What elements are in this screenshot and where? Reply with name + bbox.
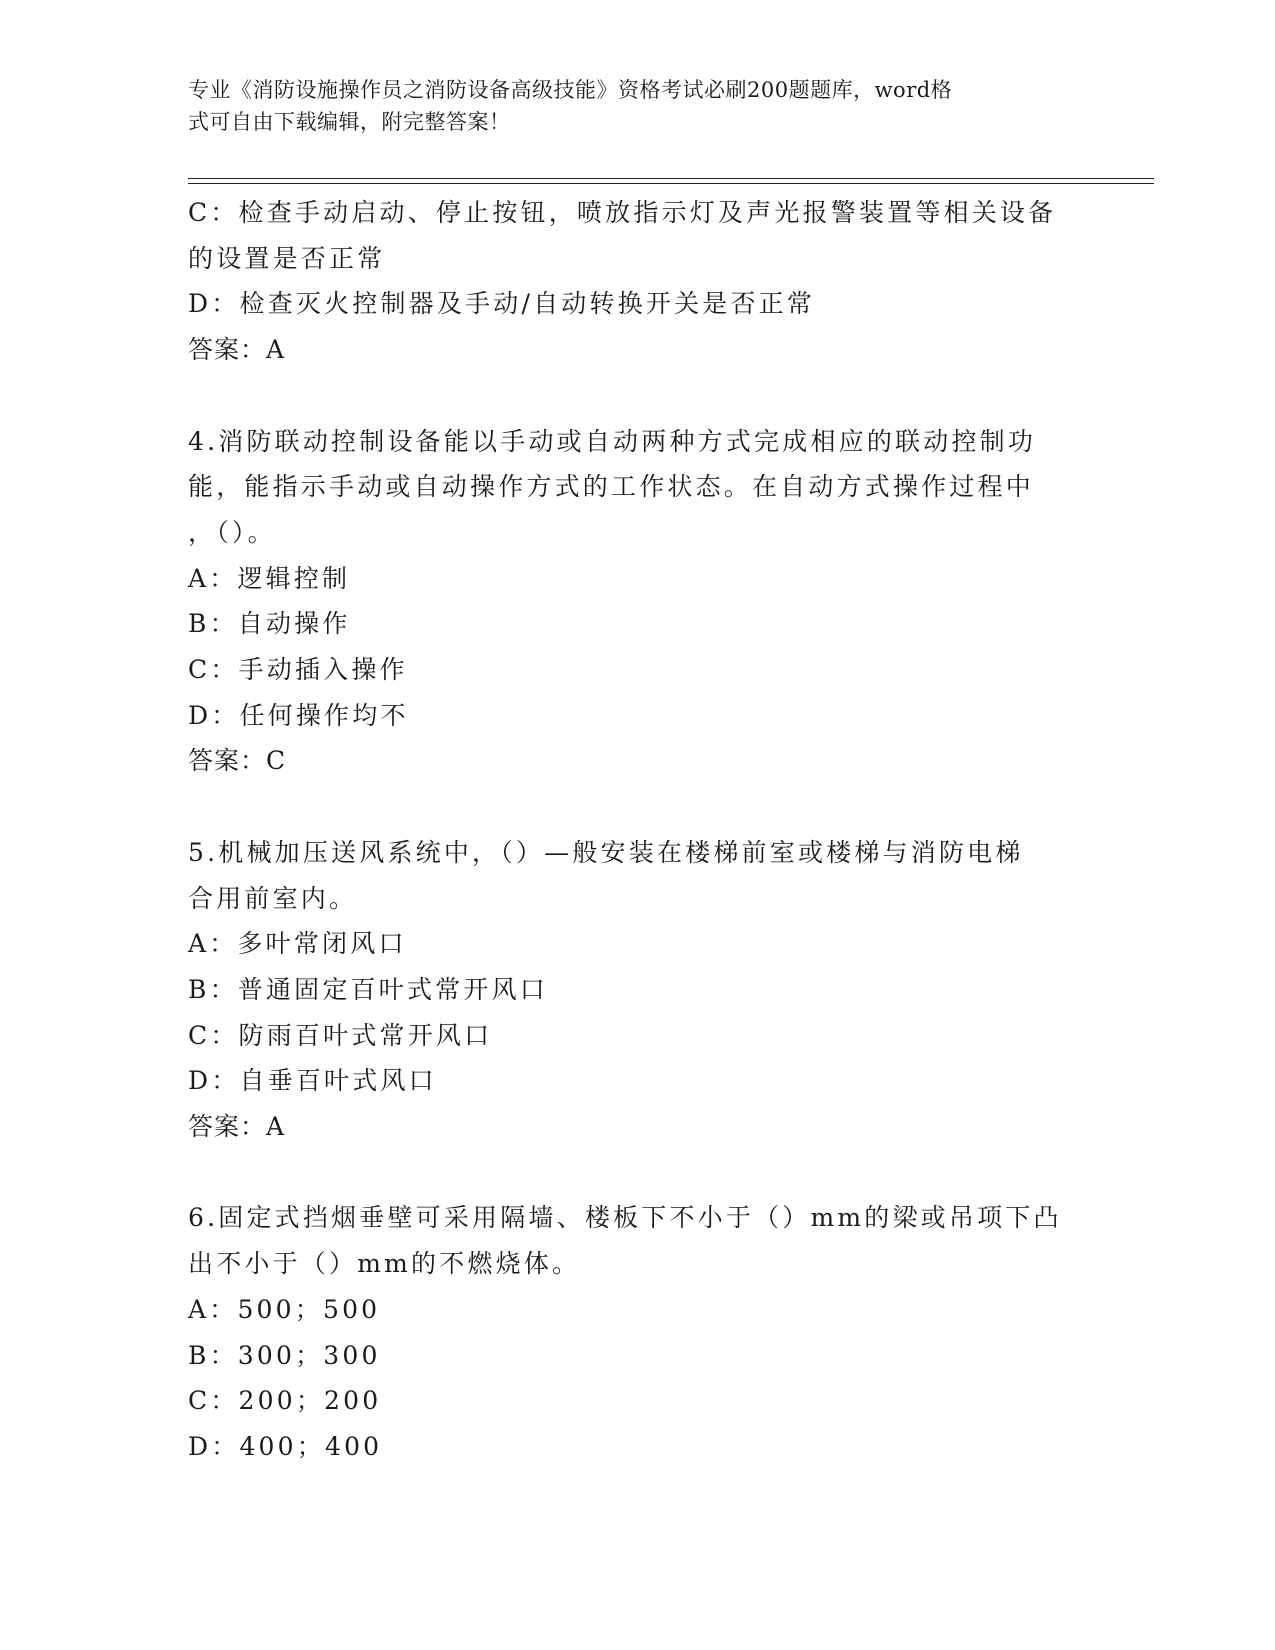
q5-option-a: A：多叶常闭风口: [188, 929, 407, 959]
q6-option-d: D：400；400: [188, 1431, 383, 1461]
q5-answer: 答案：A: [188, 1112, 286, 1142]
q4-option-c: C：手动插入操作: [188, 655, 408, 685]
q5-option-d: D：自垂百叶式风口: [188, 1066, 437, 1096]
spacer: [188, 784, 1088, 830]
document-header: [188, 74, 1068, 138]
q4-answer: 答案：C: [188, 746, 287, 776]
q3-option-c-line-2: 的设置是否正常: [188, 243, 386, 273]
q6-option-a: A：500；500: [188, 1294, 381, 1324]
q4-option-b: B：自动操作: [188, 609, 351, 639]
spacer: [188, 1150, 1088, 1196]
q3-answer: 答案：A: [188, 335, 286, 365]
q6-stem-line-1: 6.固定式挡烟垂壁可采用隔墙、楼板下不小于（）mm的梁或吊项下凸: [188, 1203, 1062, 1233]
q3-option-c-line-1: C：检查手动启动、停止按钮，喷放指示灯及声光报警装置等相关设备: [188, 198, 1057, 227]
q4-stem-line-1: 4.消防联动控制设备能以手动或自动两种方式完成相应的联动控制功: [188, 426, 1037, 456]
q5-stem-line-2: 合用前室内。: [188, 883, 358, 913]
q4-option-a: A：逻辑控制: [188, 563, 351, 593]
header-divider-bottom: [188, 183, 1154, 184]
q4-option-d: D：任何操作均不: [188, 700, 409, 730]
q6-stem-line-2: 出不小于（）mm的不燃烧体。: [188, 1249, 581, 1279]
q5-option-b: B：普通固定百叶式常开风口: [188, 974, 548, 1004]
header-line-2: 式可自由下载编辑，附完整答案！: [188, 110, 511, 134]
q3-option-d: D：检查灭火控制器及手动/自动转换开关是否正常: [188, 289, 816, 319]
spacer: [188, 373, 1088, 419]
q5-option-c: C：防雨百叶式常开风口: [188, 1020, 493, 1050]
q6-option-c: C：200；200: [188, 1386, 382, 1416]
q5-stem-line-1: 5.机械加压送风系统中，（）—般安装在楼梯前室或楼梯与消防电梯: [188, 837, 1024, 867]
q4-stem-line-3: ，（）。: [188, 517, 276, 547]
header-line-1: 专业《消防设施操作员之消防设备高级技能》资格考试必刷200题题库，word格: [188, 78, 953, 102]
header-divider-top: [188, 178, 1154, 179]
q6-option-b: B：300；300: [188, 1340, 381, 1370]
q4-stem-line-2: 能，能指示手动或自动操作方式的工作状态。在自动方式操作过程中: [188, 472, 1035, 502]
question-list: [188, 190, 1088, 1470]
